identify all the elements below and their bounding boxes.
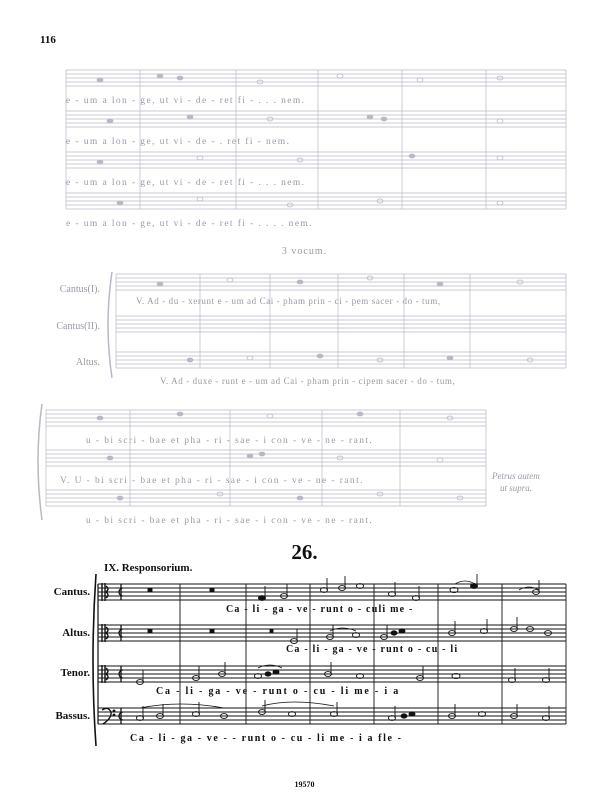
faint-voice-label: Cantus(II). [56, 321, 100, 332]
voice-label-altus: Altus. [62, 627, 90, 639]
rest [148, 588, 273, 633]
notes-tenor [137, 662, 550, 684]
piece-number: 26. [291, 540, 318, 564]
side-note-line: Petrus autem [492, 471, 540, 481]
faint-staff [46, 490, 486, 506]
faint-staff-system [108, 272, 566, 378]
faint-lyric-line: V. Ad - du - xerunt e - um ad Cai - pham prin - ci - pem sacer - do - tum, [136, 296, 441, 306]
voice-label-cantus: Cantus. [53, 586, 90, 598]
faint-voice-label: Altus. [75, 357, 100, 368]
lyric-line-cantus: Ca - li - ga - ve - runt o - culi me - [226, 604, 414, 615]
faint-lyric-line: u - bi scri - bae et pha - ri - sae - i con - ve - ne - rant. [86, 516, 374, 526]
lyric-line-bassus: Ca - li - ga - ve - - runt o - cu - li me - i a fle - [130, 733, 403, 744]
faint-section-title: 3 vocum. [281, 246, 328, 257]
responsorium-label: IX. Responsorium. [104, 562, 193, 574]
faint-voice-label: Cantus(I). [59, 284, 100, 295]
faint-staff [116, 274, 566, 290]
staff-system [93, 574, 566, 746]
faint-staff [66, 152, 566, 168]
faint-staff [116, 316, 566, 332]
voice-label-bassus: Bassus. [55, 710, 90, 722]
lyric-line-tenor: Ca - li - ga - ve - runt o - cu - li me - i a [156, 686, 401, 697]
notes-bassus [137, 700, 550, 720]
faint-lyric-line: e - um a lon - ge, ut vi - de - ret fi - . . . nem. [66, 96, 306, 106]
time-signature [119, 584, 123, 724]
page-number: 116 [40, 34, 56, 46]
faint-staff [46, 410, 486, 426]
faint-staff [66, 70, 566, 86]
notes-altus [291, 617, 552, 643]
faint-staff-system [38, 404, 486, 520]
faint-staff [66, 111, 566, 127]
faint-lyric-line: V. Ad - duxe - runt e - um ad Cai - pham prin - cipem sacer - do - tum, [160, 376, 456, 386]
faint-lyric-line: e - um a lon - ge, ut vi - de - ret fi - . . . nem. [66, 178, 306, 188]
plate-number: 19570 [294, 780, 315, 789]
side-note-line: ut supra. [500, 483, 533, 493]
staff-altus [98, 625, 566, 641]
faint-lyric-line: e - um a lon - ge, ut vi - de - . ret fi - nem. [66, 137, 291, 147]
faint-staff [116, 352, 566, 368]
faint-lyric-line: u - bi scri - bae et pha - ri - sae - i con - ve - ne - rant. [86, 436, 374, 446]
staff-cantus [98, 584, 566, 600]
faint-lyric-line: V. U - bi scri - bae et pha - ri - sae - i con - ve - ne - rant. [60, 476, 364, 486]
faint-staff [66, 193, 566, 209]
voice-label-tenor: Tenor. [60, 667, 90, 679]
faint-lyric-line: e - um a lon - ge, ut vi - de - ret fi - . . . . nem. [66, 219, 313, 229]
faint-staff-system [66, 70, 566, 209]
lyric-line-altus: Ca - li - ga - ve - runt o - cu - li [286, 644, 459, 655]
staff-tenor [98, 666, 566, 682]
